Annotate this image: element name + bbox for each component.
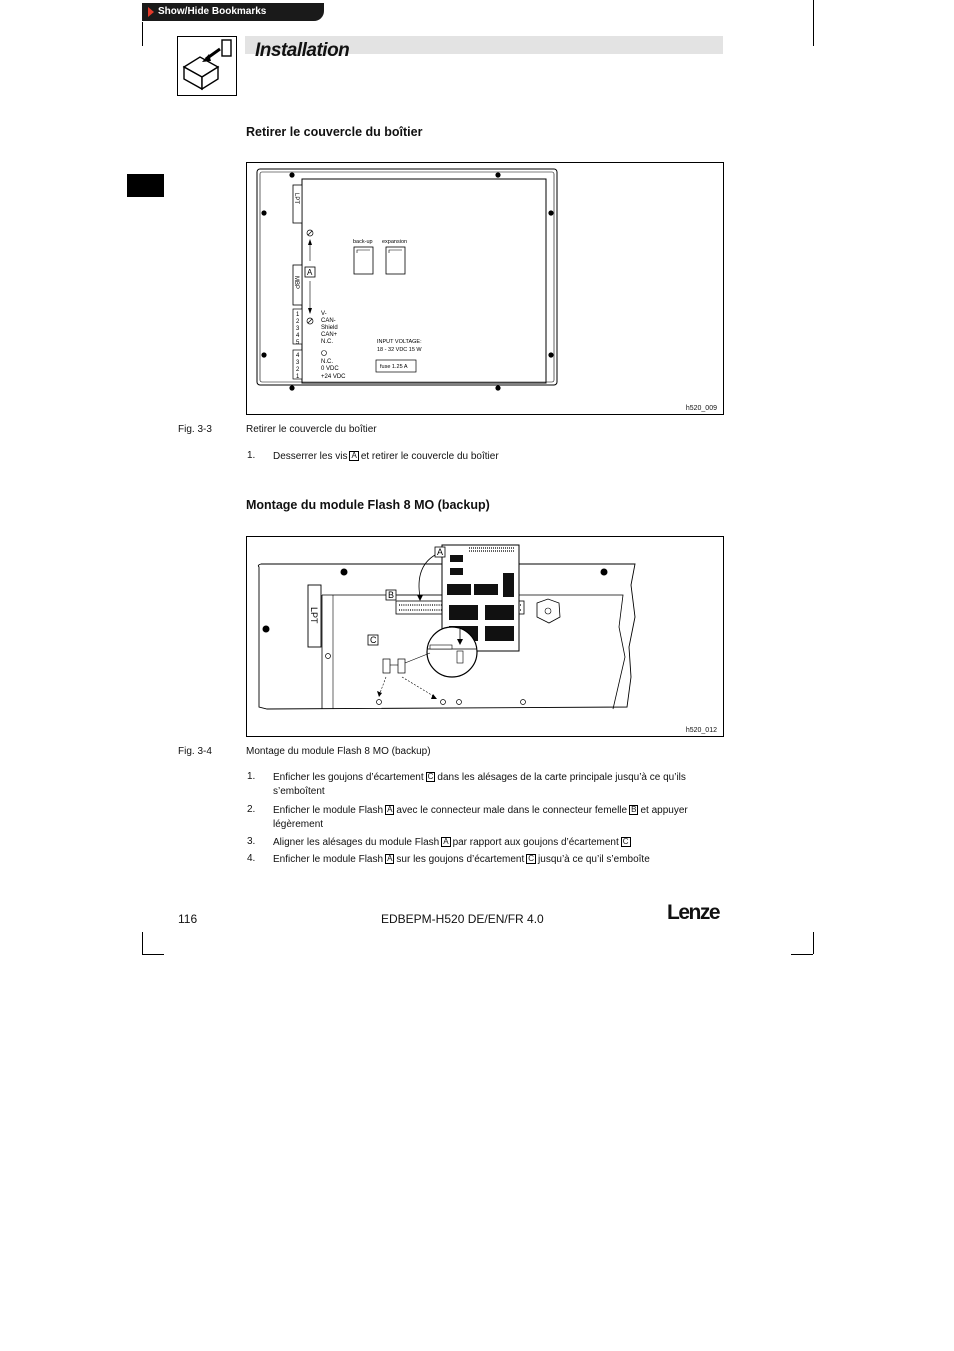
marker-b: B: [388, 590, 395, 600]
step-text: Desserrer les vis A et retirer le couvercle du boîtier: [273, 451, 499, 462]
svg-text:3: 3: [296, 360, 300, 366]
svg-text:1: 1: [296, 374, 300, 380]
show-hide-bookmarks-button[interactable]: [142, 3, 324, 21]
crop-mark: [813, 0, 814, 46]
figure-number: Fig. 3-3: [178, 424, 212, 435]
svg-text:1: 1: [296, 312, 300, 318]
figure-housing-cover: [246, 162, 724, 415]
svg-text:4: 4: [296, 333, 300, 339]
lpt-label: LPT: [293, 193, 299, 205]
mbp-label: MBP: [293, 276, 299, 290]
step-number: 3.: [247, 836, 256, 847]
marker-a: A: [307, 268, 313, 277]
housing-diagram: [247, 163, 723, 414]
svg-text:V-: V-: [321, 311, 327, 317]
marker-a-2: A: [437, 547, 444, 557]
section-heading-cover: Retirer le couvercle du boîtier: [246, 125, 423, 139]
step-number: 1.: [247, 450, 256, 461]
figure-flash-module: [246, 536, 724, 737]
chapter-marker: [127, 174, 164, 197]
figure-caption: Retirer le couvercle du boîtier: [246, 424, 377, 435]
pin-block-top: [293, 309, 302, 346]
svg-text:fuse 1.25 A: fuse 1.25 A: [380, 364, 408, 370]
installation-icon: [177, 36, 237, 96]
svg-text:18 - 32 VDC 15 W: 18 - 32 VDC 15 W: [377, 347, 422, 353]
figure-caption: Montage du module Flash 8 MO (backup): [246, 746, 431, 757]
lenze-logo: Lenze: [667, 901, 720, 924]
svg-text:Shield: Shield: [321, 325, 338, 331]
crop-mark: [813, 932, 814, 954]
page-number: 116: [178, 912, 198, 926]
svg-text:2: 2: [296, 319, 300, 325]
backup-label: back-up: [353, 239, 373, 245]
expansion-label: expansion: [382, 239, 408, 245]
step-number: 2.: [247, 804, 256, 815]
pin-block-bottom: [293, 350, 302, 380]
svg-text:CAN-: CAN-: [321, 318, 336, 324]
figure-number: Fig. 3-4: [178, 746, 212, 757]
crop-mark: [142, 22, 143, 46]
svg-text:CAN+: CAN+: [321, 332, 338, 338]
svg-text:INPUT VOLTAGE:: INPUT VOLTAGE:: [377, 339, 422, 345]
step-text: Enficher le module Flash A sur les goujons d’écartement C jusqu’à ce qu’il s’emboîte: [273, 854, 650, 865]
triangle-right-icon: [148, 7, 154, 17]
flash-module-diagram: [247, 537, 723, 736]
step-number: 1.: [247, 771, 256, 782]
figure-code: h520_009: [685, 405, 717, 412]
svg-text:4: 4: [296, 353, 300, 359]
page-title: Installation: [255, 40, 350, 61]
svg-text:+24 VDC: +24 VDC: [321, 374, 346, 380]
svg-text:0 VDC: 0 VDC: [321, 366, 339, 372]
crop-mark: [142, 954, 164, 955]
step-text: Aligner les alésages du module Flash A par rapport aux goujons d’écartement C: [273, 837, 629, 848]
marker-c: C: [370, 635, 377, 645]
svg-text:N.C.: N.C.: [321, 339, 333, 345]
document-id: EDBEPM-H520 DE/EN/FR 4.0: [381, 912, 544, 926]
lpt-label-2: LPT: [309, 607, 319, 624]
crop-mark: [791, 954, 813, 955]
figure-code: h520_012: [685, 727, 717, 734]
crop-mark: [142, 932, 143, 954]
svg-text:3: 3: [296, 326, 300, 332]
svg-text:N.C.: N.C.: [321, 359, 333, 365]
step-number: 4.: [247, 853, 256, 864]
svg-text:5: 5: [296, 340, 300, 346]
step-text: Enficher le module Flash A avec le connecteur male dans le connecteur femelle B et appuyer légèrement: [273, 805, 688, 830]
section-heading-flash: Montage du module Flash 8 MO (backup): [246, 498, 490, 512]
step-text: Enficher les goujons d’écartement C dans les alésages de la carte principale jusqu’à ce qu’ils s’emboîtent: [273, 772, 686, 797]
svg-text:2: 2: [296, 367, 300, 373]
bookmarks-label: Show/Hide Bookmarks: [158, 6, 267, 17]
